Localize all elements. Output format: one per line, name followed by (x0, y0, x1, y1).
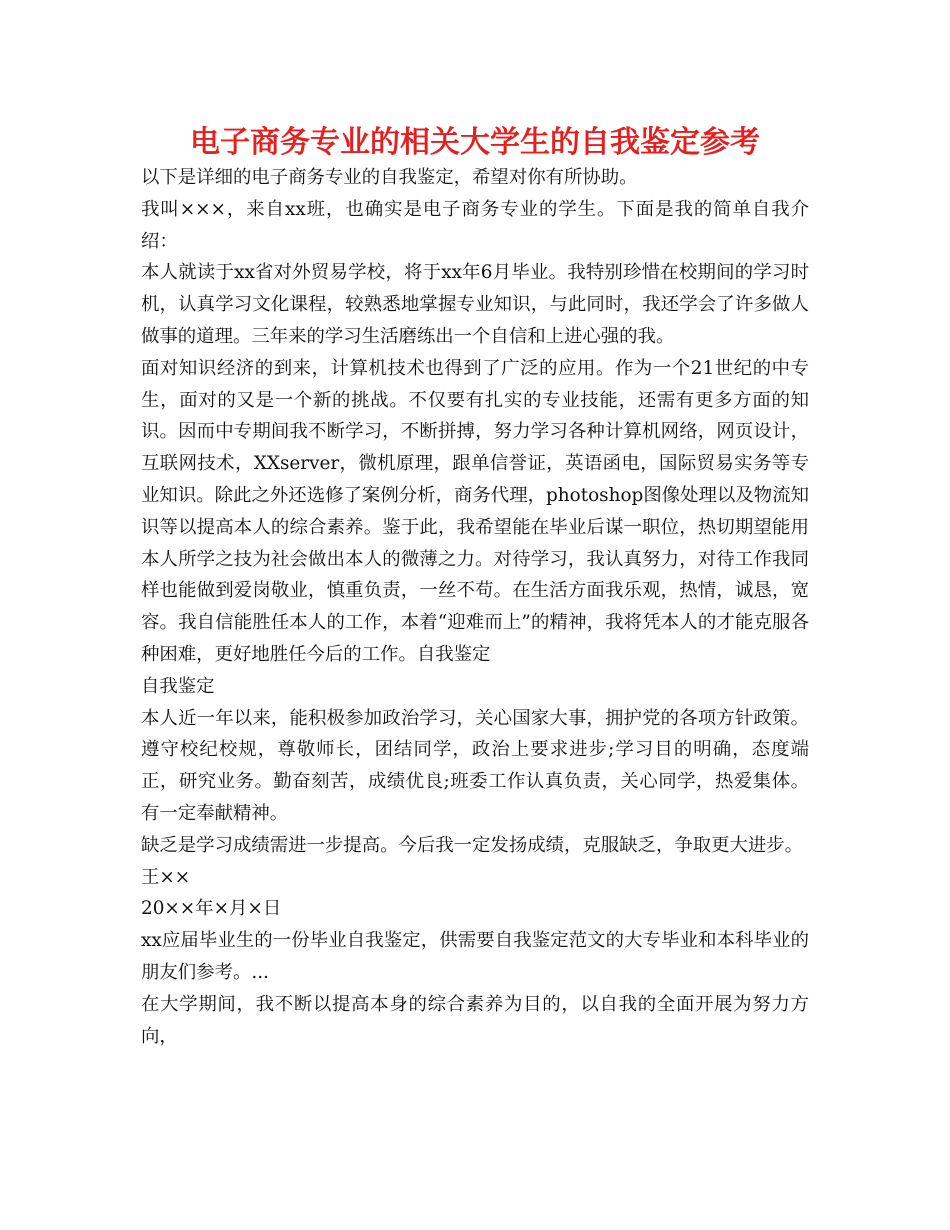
paragraph-signature: 王×× (141, 866, 191, 888)
paragraph-self-introduction: 我叫×××，来自xx班，也确实是电子商务专业的学生。下面是我的简单自我介绍： (141, 198, 809, 252)
paragraph-reference: xx应届毕业生的一份毕业自我鉴定，供需要自我鉴定范文的大专毕业和本科毕业的朋友们参考。... (141, 930, 809, 983)
paragraph-shortcoming: 缺乏是学习成绩需进一步提高。今后我一定发扬成绩，克服缺乏，争取更大进步。 (141, 834, 804, 856)
paragraph-conduct: 本人近一年以来，能积极参加政治学习，关心国家大事，拥护党的各项方针政策。遵守校纪校规，尊敬师长，团结同学，政治上要求进步;学习目的明确，态度端正，研究业务。勤奋刻苦，成绩优良;班委工作认真负责，关心同学，热爱集体。有一定奉献精神。 (141, 707, 809, 824)
document-body (141, 162, 809, 1052)
paragraph-heading-self-assessment: 自我鉴定 (141, 675, 215, 697)
paragraph-date: 20××年×月×日 (141, 898, 282, 920)
paragraph-university: 在大学期间，我不断以提高本身的综合素养为目的，以自我的全面开展为努力方向， (141, 993, 809, 1047)
document-title: 电子商务专业的相关大学生的自我鉴定参考 (190, 125, 760, 160)
paragraph-school: 本人就读于xx省对外贸易学校，将于xx年6月毕业。我特别珍惜在校期间的学习时机，认真学习文化课程，较熟悉地掌握专业知识，与此同时，我还学会了许多做人做事的道理。三年来的学习生活磨练出一个自信和上进心强的我。 (141, 262, 809, 347)
paragraph-intro: 以下是详细的电子商务专业的自我鉴定，希望对你有所协助。 (141, 167, 638, 188)
paragraph-skills: 面对知识经济的到来，计算机技术也得到了广泛的应用。作为一个21世纪的中专生，面对的又是一个新的挑战。不仅要有扎实的专业技能，还需有更多方面的知识。因而中专期间我不断学习，不断拼搏，努力学习各种计算机网络，网页设计，互联网技术，XXserver，微机原理，跟单信誉证，英语函电，国际贸易实务等专业知识。除此之外还选修了案例分析，商务代理，photoshop图像处理以及物流知识等以提高本人的综合素养。鉴于此，我希望能在毕业后谋一职位，热切期望能用本人所学之技为社会做出本人的微薄之力。对待学习，我认真努力，对待工作我同样也能做到爱岗敬业，慎重负责，一丝不苟。在生活方面我乐观，热情，诚恳，宽容。我自信能胜任本人的工作，本着“迎难而上”的精神，我将凭本人的才能克服各种困难，更好地胜任今后的工作。自我鉴定 (141, 357, 809, 665)
